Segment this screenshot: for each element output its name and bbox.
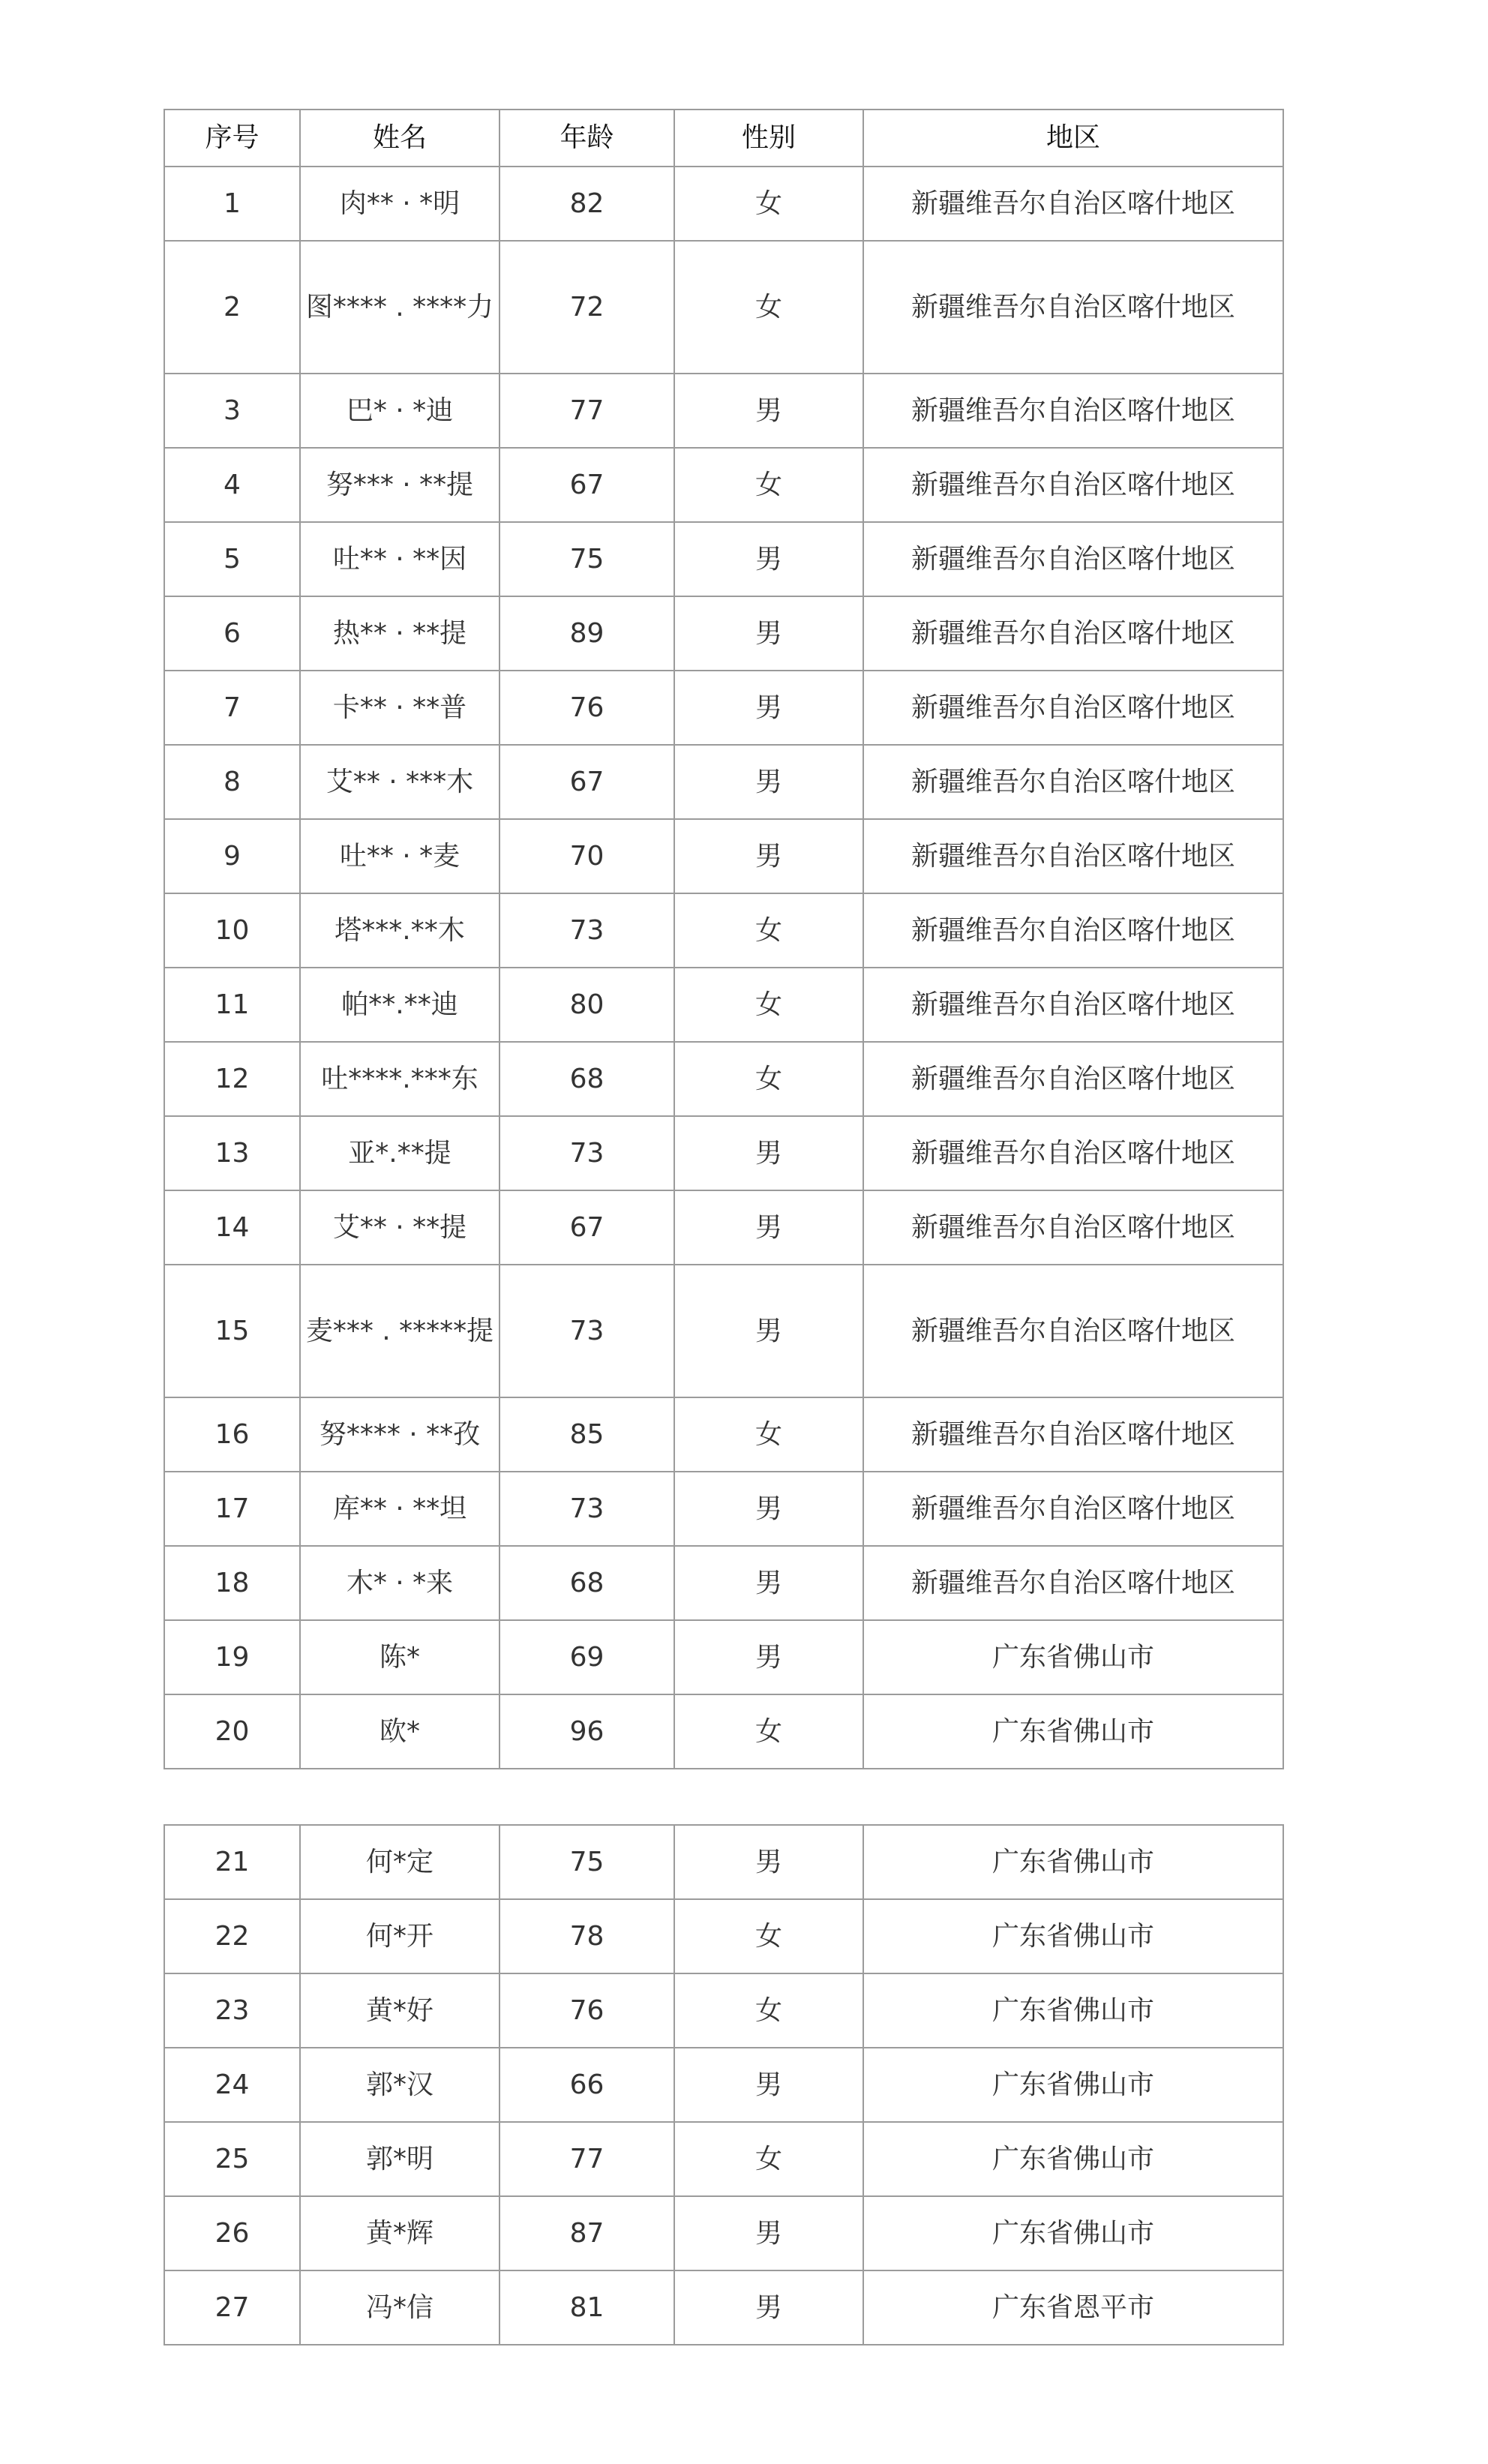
cell-gender: 女 — [674, 1694, 863, 1769]
cell-region: 广东省佛山市 — [863, 2048, 1283, 2122]
header-gender: 性别 — [674, 110, 863, 167]
cell-gender: 男 — [674, 1116, 863, 1190]
cell-gender: 男 — [674, 1190, 863, 1265]
cell-gender: 男 — [674, 745, 863, 819]
cell-index: 2 — [164, 241, 300, 374]
cell-age: 69 — [500, 1620, 674, 1694]
cell-index: 12 — [164, 1042, 300, 1116]
cell-index: 9 — [164, 819, 300, 893]
table-row — [164, 819, 1283, 893]
cell-gender: 女 — [674, 1397, 863, 1472]
cell-age: 77 — [500, 2122, 674, 2196]
cell-gender: 男 — [674, 374, 863, 448]
table-row — [164, 893, 1283, 968]
header-region: 地区 — [863, 110, 1283, 167]
cell-gender: 男 — [674, 2048, 863, 2122]
table-row — [164, 1620, 1283, 1694]
table-row — [164, 2196, 1283, 2270]
table-row — [164, 1472, 1283, 1546]
cell-region: 广东省佛山市 — [863, 1825, 1283, 1899]
cell-region: 新疆维吾尔自治区喀什地区 — [863, 1116, 1283, 1190]
cell-region: 广东省佛山市 — [863, 1899, 1283, 1973]
records-table-2 — [164, 1824, 1284, 2345]
cell-region: 新疆维吾尔自治区喀什地区 — [863, 596, 1283, 671]
cell-gender: 男 — [674, 2196, 863, 2270]
cell-gender: 男 — [674, 2270, 863, 2345]
cell-region: 新疆维吾尔自治区喀什地区 — [863, 448, 1283, 522]
cell-name: 努*** · **提 — [300, 448, 500, 522]
cell-index: 8 — [164, 745, 300, 819]
cell-age: 85 — [500, 1397, 674, 1472]
cell-age: 66 — [500, 2048, 674, 2122]
cell-name: 塔***.**木 — [300, 893, 500, 968]
cell-index: 25 — [164, 2122, 300, 2196]
cell-name: 卡** · **普 — [300, 671, 500, 745]
cell-name: 吐** · **因 — [300, 522, 500, 596]
cell-region: 新疆维吾尔自治区喀什地区 — [863, 1265, 1283, 1397]
cell-age: 73 — [500, 1265, 674, 1397]
cell-name: 黄*好 — [300, 1973, 500, 2048]
cell-age: 68 — [500, 1042, 674, 1116]
table-row — [164, 596, 1283, 671]
cell-region: 新疆维吾尔自治区喀什地区 — [863, 1546, 1283, 1620]
cell-name: 努**** · **孜 — [300, 1397, 500, 1472]
table-header-row — [164, 110, 1283, 167]
cell-age: 96 — [500, 1694, 674, 1769]
cell-name: 巴* · *迪 — [300, 374, 500, 448]
cell-name: 冯*信 — [300, 2270, 500, 2345]
cell-name: 郭*汉 — [300, 2048, 500, 2122]
cell-index: 4 — [164, 448, 300, 522]
cell-age: 80 — [500, 968, 674, 1042]
header-index: 序号 — [164, 110, 300, 167]
table-row — [164, 1116, 1283, 1190]
cell-age: 81 — [500, 2270, 674, 2345]
cell-name: 麦*** . *****提 — [300, 1265, 500, 1397]
cell-gender: 男 — [674, 1825, 863, 1899]
cell-gender: 男 — [674, 1265, 863, 1397]
table-row — [164, 2122, 1283, 2196]
cell-index: 10 — [164, 893, 300, 968]
cell-name: 何*定 — [300, 1825, 500, 1899]
cell-gender: 女 — [674, 968, 863, 1042]
cell-gender: 男 — [674, 1472, 863, 1546]
cell-region: 新疆维吾尔自治区喀什地区 — [863, 1472, 1283, 1546]
cell-age: 75 — [500, 1825, 674, 1899]
cell-gender: 女 — [674, 893, 863, 968]
cell-name: 陈* — [300, 1620, 500, 1694]
cell-gender: 男 — [674, 1620, 863, 1694]
cell-index: 17 — [164, 1472, 300, 1546]
header-name: 姓名 — [300, 110, 500, 167]
cell-region: 广东省佛山市 — [863, 2196, 1283, 2270]
cell-index: 16 — [164, 1397, 300, 1472]
table-row — [164, 1694, 1283, 1769]
cell-gender: 女 — [674, 448, 863, 522]
header-age: 年龄 — [500, 110, 674, 167]
cell-index: 15 — [164, 1265, 300, 1397]
cell-age: 78 — [500, 1899, 674, 1973]
cell-region: 新疆维吾尔自治区喀什地区 — [863, 374, 1283, 448]
cell-name: 木* · *来 — [300, 1546, 500, 1620]
cell-region: 广东省佛山市 — [863, 1694, 1283, 1769]
table-row — [164, 1825, 1283, 1899]
cell-index: 14 — [164, 1190, 300, 1265]
cell-region: 广东省佛山市 — [863, 2122, 1283, 2196]
cell-age: 73 — [500, 1472, 674, 1546]
cell-age: 75 — [500, 522, 674, 596]
table-row — [164, 241, 1283, 374]
cell-index: 1 — [164, 167, 300, 241]
cell-age: 73 — [500, 893, 674, 968]
table-row — [164, 448, 1283, 522]
cell-index: 22 — [164, 1899, 300, 1973]
cell-age: 87 — [500, 2196, 674, 2270]
table-row — [164, 2270, 1283, 2345]
cell-index: 5 — [164, 522, 300, 596]
cell-index: 7 — [164, 671, 300, 745]
cell-gender: 女 — [674, 1042, 863, 1116]
table-row — [164, 671, 1283, 745]
table-row — [164, 1899, 1283, 1973]
cell-region: 新疆维吾尔自治区喀什地区 — [863, 819, 1283, 893]
table-row — [164, 1546, 1283, 1620]
cell-region: 新疆维吾尔自治区喀什地区 — [863, 1397, 1283, 1472]
cell-gender: 男 — [674, 596, 863, 671]
cell-age: 67 — [500, 745, 674, 819]
cell-age: 76 — [500, 671, 674, 745]
cell-index: 6 — [164, 596, 300, 671]
cell-name: 图**** . ****力 — [300, 241, 500, 374]
cell-age: 68 — [500, 1546, 674, 1620]
cell-index: 13 — [164, 1116, 300, 1190]
cell-gender: 男 — [674, 819, 863, 893]
cell-name: 吐****.***东 — [300, 1042, 500, 1116]
cell-gender: 女 — [674, 1973, 863, 2048]
cell-age: 76 — [500, 1973, 674, 2048]
table-row — [164, 522, 1283, 596]
cell-name: 艾** · **提 — [300, 1190, 500, 1265]
cell-region: 广东省佛山市 — [863, 1973, 1283, 2048]
cell-gender: 男 — [674, 671, 863, 745]
cell-region: 新疆维吾尔自治区喀什地区 — [863, 241, 1283, 374]
cell-index: 26 — [164, 2196, 300, 2270]
cell-age: 70 — [500, 819, 674, 893]
cell-index: 3 — [164, 374, 300, 448]
cell-name: 吐** · *麦 — [300, 819, 500, 893]
cell-region: 新疆维吾尔自治区喀什地区 — [863, 893, 1283, 968]
cell-name: 亚*.**提 — [300, 1116, 500, 1190]
cell-name: 艾** · ***木 — [300, 745, 500, 819]
cell-region: 新疆维吾尔自治区喀什地区 — [863, 167, 1283, 241]
table-row — [164, 745, 1283, 819]
cell-name: 热** · **提 — [300, 596, 500, 671]
cell-age: 73 — [500, 1116, 674, 1190]
cell-gender: 女 — [674, 167, 863, 241]
cell-name: 欧* — [300, 1694, 500, 1769]
table-row — [164, 167, 1283, 241]
table-row — [164, 2048, 1283, 2122]
cell-region: 新疆维吾尔自治区喀什地区 — [863, 745, 1283, 819]
cell-gender: 女 — [674, 1899, 863, 1973]
cell-index: 18 — [164, 1546, 300, 1620]
cell-region: 新疆维吾尔自治区喀什地区 — [863, 968, 1283, 1042]
cell-region: 新疆维吾尔自治区喀什地区 — [863, 1190, 1283, 1265]
cell-index: 20 — [164, 1694, 300, 1769]
table-row — [164, 1265, 1283, 1397]
cell-index: 24 — [164, 2048, 300, 2122]
cell-index: 11 — [164, 968, 300, 1042]
cell-gender: 男 — [674, 1546, 863, 1620]
table-row — [164, 968, 1283, 1042]
cell-region: 广东省佛山市 — [863, 1620, 1283, 1694]
table-row — [164, 1973, 1283, 2048]
cell-age: 72 — [500, 241, 674, 374]
cell-region: 新疆维吾尔自治区喀什地区 — [863, 671, 1283, 745]
cell-gender: 男 — [674, 522, 863, 596]
cell-name: 黄*辉 — [300, 2196, 500, 2270]
cell-name: 帕**.**迪 — [300, 968, 500, 1042]
cell-age: 67 — [500, 448, 674, 522]
cell-index: 21 — [164, 1825, 300, 1899]
table-row — [164, 374, 1283, 448]
cell-region: 新疆维吾尔自治区喀什地区 — [863, 1042, 1283, 1116]
cell-region: 广东省恩平市 — [863, 2270, 1283, 2345]
cell-age: 67 — [500, 1190, 674, 1265]
cell-age: 89 — [500, 596, 674, 671]
cell-index: 27 — [164, 2270, 300, 2345]
cell-gender: 女 — [674, 2122, 863, 2196]
records-table-1 — [164, 109, 1284, 1769]
cell-age: 77 — [500, 374, 674, 448]
cell-name: 郭*明 — [300, 2122, 500, 2196]
cell-index: 23 — [164, 1973, 300, 2048]
cell-index: 19 — [164, 1620, 300, 1694]
table-row — [164, 1042, 1283, 1116]
cell-age: 82 — [500, 167, 674, 241]
cell-region: 新疆维吾尔自治区喀什地区 — [863, 522, 1283, 596]
table-row — [164, 1397, 1283, 1472]
cell-gender: 女 — [674, 241, 863, 374]
cell-name: 肉** · *明 — [300, 167, 500, 241]
cell-name: 何*开 — [300, 1899, 500, 1973]
cell-name: 库** · **坦 — [300, 1472, 500, 1546]
table-row — [164, 1190, 1283, 1265]
